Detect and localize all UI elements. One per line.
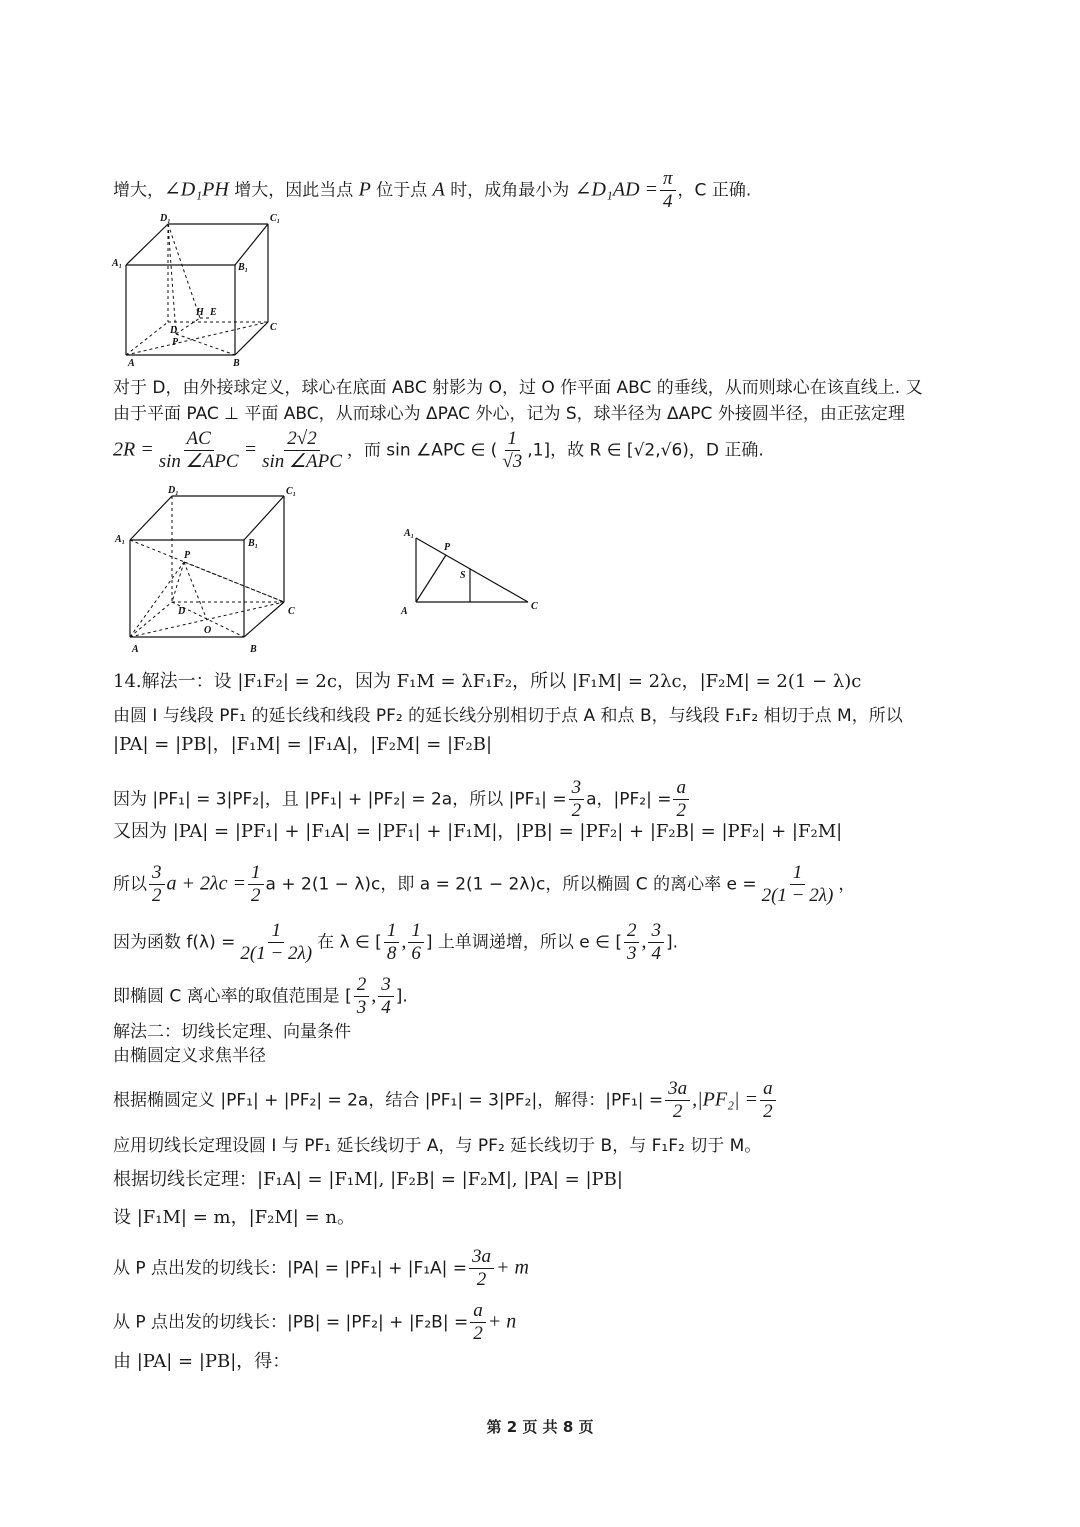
fraction (648, 920, 664, 965)
numerator: 3 (648, 920, 664, 943)
denominator: 2(1 − 2λ) (761, 885, 834, 906)
fraction (237, 920, 315, 965)
denominator: 2 (672, 1101, 683, 1122)
denominator: √3 (502, 451, 523, 472)
denominator: 3 (626, 943, 637, 964)
denominator: 6 (411, 943, 421, 964)
denominator: 2 (571, 800, 582, 821)
fraction (156, 428, 242, 473)
text-line-formula (113, 777, 973, 822)
fig3-label: S (460, 570, 466, 581)
text: ] 上单调递增，所以 e ∈ [ (425, 932, 622, 953)
numerator: 3a (469, 1246, 494, 1269)
numerator: 2 (354, 974, 370, 997)
cube-figure-1 (110, 210, 290, 370)
fig2-label: B₁ (248, 538, 259, 549)
page-footer: 第 2 页 共 8 页 (486, 1418, 594, 1436)
triangle-figure (398, 524, 548, 624)
numerator: 2√2 (284, 428, 319, 451)
fraction (499, 428, 525, 473)
fig2-label: B (250, 644, 257, 655)
numerator: 3a (665, 1078, 690, 1101)
fraction (624, 920, 640, 965)
denominator: 8 (386, 943, 397, 964)
math: = (243, 438, 258, 461)
fraction (149, 862, 165, 907)
numerator: a (673, 777, 689, 800)
fig2-label: A₁ (115, 534, 126, 545)
math: 2R = (113, 438, 154, 461)
text-line: |PA| = |PB|，|F₁M| = |F₁A|，|F₂M| = |F₂B| (113, 734, 493, 755)
denominator: 2(1 − 2λ) (240, 943, 313, 964)
text-line: 由 |PA| = |PB|，得： (113, 1351, 291, 1372)
numerator: 2 (624, 920, 640, 943)
denominator: sin ∠APC (262, 451, 342, 472)
text: 因为 |PF₁| = 3|PF₂|，且 |PF₁| + |PF₂| = 2a，所以 |PF₁| = (113, 789, 567, 810)
text: a，|PF₂| = (586, 789, 672, 810)
fraction (665, 1078, 690, 1123)
text-line-formula (113, 862, 973, 907)
fraction (569, 777, 585, 822)
numerator: 1 (408, 920, 424, 943)
text: 在 λ ∈ [ (317, 932, 382, 953)
numerator: 1 (505, 428, 521, 451)
math: + n (487, 1310, 517, 1333)
math: , (371, 984, 377, 1007)
denominator: 3 (356, 997, 367, 1018)
text: 从 P 点出发的切线长：|PA| = |PF₁| + |F₁A| = (113, 1258, 468, 1279)
fig1-label: C₁ (270, 213, 281, 224)
math: , (641, 930, 647, 953)
fraction (408, 920, 424, 965)
math: + m (496, 1256, 529, 1279)
fig1-label: D (170, 325, 178, 336)
text: ， (838, 874, 856, 895)
text: ]. (395, 986, 408, 1007)
math: , (401, 930, 407, 953)
fraction (469, 1246, 494, 1291)
fig3-label: A₁ (404, 528, 415, 539)
text-line: 根据切线长定理：|F₁A| = |F₁M|, |F₂B| = |F₂M|, |PA| = |PB| (113, 1169, 623, 1190)
text-line-formula (113, 974, 973, 1019)
text-line-formula (113, 1300, 973, 1345)
fig1-label: P (172, 337, 179, 348)
text: 位于点 (370, 180, 433, 201)
fraction (354, 974, 370, 1019)
fig2-label: C (288, 606, 295, 617)
fig1-label: D₁ (160, 213, 171, 224)
denominator: 4 (663, 191, 673, 212)
numerator: a (760, 1078, 776, 1101)
math: ,|PF₂| = (692, 1088, 759, 1111)
denominator: 4 (651, 943, 661, 964)
numerator: AC (184, 428, 214, 451)
text: 所以 (113, 874, 147, 895)
denominator: 2 (152, 885, 162, 906)
numerator: 1 (384, 920, 400, 943)
text: a + 2(1 − λ)c，即 a = 2(1 − 2λ)c，所以椭圆 C 的离心率 e = (265, 874, 757, 895)
fraction (660, 168, 676, 213)
denominator: 4 (381, 997, 391, 1018)
numerator: π (660, 168, 676, 191)
text: 从 P 点出发的切线长：|PB| = |PF₂| + |F₂B| = (113, 1312, 469, 1333)
fig1-label: A₁ (112, 258, 123, 269)
math: a + 2λc = (166, 872, 247, 895)
text-line: 对于 D，由外接球定义，球心在底面 ABC 射影为 O，过 O 作平面 ABC 的垂线，从而则球心在该直线上. 又 (113, 378, 923, 398)
fraction (378, 974, 394, 1019)
text: 即椭圆 C 离心率的取值范围是 [ (113, 986, 352, 1007)
fig1-label: A (128, 358, 135, 369)
text-line: 由于平面 PAC ⊥ 平面 ABC，从而球心为 ΔPAC 外心，记为 S，球半径为 ΔAPC 外接圆半径，由正弦定理 (113, 404, 905, 424)
fig2-label: O (204, 625, 212, 636)
numerator: a (470, 1300, 486, 1323)
cube-figure-2 (112, 484, 312, 659)
text: ，而 sin ∠APC ∈ ( (346, 440, 498, 461)
math: P (358, 178, 371, 201)
math: ∠D₁PH (164, 178, 229, 201)
fig2-label: P (184, 550, 191, 561)
numerator: 3 (378, 974, 394, 997)
fig2-label: D (178, 606, 186, 617)
fig1-label: B (233, 358, 240, 369)
denominator: 2 (251, 885, 261, 906)
denominator: sin ∠APC (158, 451, 239, 472)
text-line-formula (113, 1246, 973, 1291)
text-line-formula (113, 920, 973, 965)
numerator: 3 (569, 777, 585, 800)
denominator: 2 (676, 800, 686, 821)
fraction (384, 920, 400, 965)
text-line: 14.解法一：设 |F₁F₂| = 2c，因为 F₁M = λF₁F₂，所以 |F₁M| = 2λc，|F₂M| = 2(1 − λ)c (113, 671, 862, 692)
fig1-label: C (270, 322, 277, 333)
math: A (432, 178, 445, 201)
fraction (760, 1078, 776, 1123)
text: 增大， (113, 180, 164, 201)
text: ，C 正确. (677, 180, 752, 201)
fig1-label: H (196, 307, 204, 318)
fig2-label: D₁ (168, 485, 179, 496)
fraction (248, 862, 264, 907)
denominator: 2 (763, 1101, 773, 1122)
denominator: 2 (473, 1323, 483, 1344)
fig2-label: A (132, 644, 139, 655)
text-line-formula (113, 428, 973, 473)
fig3-label: P (444, 542, 451, 553)
fraction (259, 428, 345, 473)
text: ,1]，故 R ∈ [√2,√6)，D 正确. (527, 440, 764, 461)
fraction (673, 777, 689, 822)
text-line: 又因为 |PA| = |PF₁| + |F₁A| = |PF₁| + |F₁M|，|PB| = |PF₂| + |F₂B| = |PF₂| + |F₂M| (113, 821, 843, 842)
text-line: 解法二：切线长定理、向量条件 (113, 1022, 351, 1042)
fig3-label: C (531, 601, 538, 612)
math: ∠D₁AD = (574, 178, 659, 201)
text: 时，成角最小为 (444, 180, 575, 201)
fig2-label: C₁ (286, 486, 297, 497)
text-line-c-correct (113, 168, 973, 213)
text: 根据椭圆定义 |PF₁| + |PF₂| = 2a，结合 |PF₁| = 3|PF₂|，解得：|PF₁| = (113, 1090, 664, 1111)
denominator: 2 (476, 1269, 487, 1290)
text: ]. (665, 932, 679, 953)
numerator: 1 (248, 862, 264, 885)
text: 因为函数 f(λ) = (113, 932, 236, 953)
text-line: 由椭圆定义求焦半径 (113, 1046, 266, 1066)
fraction (759, 862, 837, 907)
fig3-label: A (401, 606, 408, 617)
numerator: 3 (149, 862, 165, 885)
numerator: 1 (790, 862, 806, 885)
text-line: 设 |F₁M| = m，|F₂M| = n。 (113, 1207, 355, 1228)
text-line: 由圆 I 与线段 PF₁ 的延长线和线段 PF₂ 的延长线分别相切于点 A 和点 B，与线段 F₁F₂ 相切于点 M，所以 (113, 706, 903, 726)
fig1-label: B₁ (238, 262, 249, 273)
text-line-formula (113, 1078, 973, 1123)
text: 增大，因此当点 (228, 180, 359, 201)
text-line: 应用切线长定理设圆 I 与 PF₁ 延长线切于 A，与 PF₂ 延长线切于 B，与 F₁F₂ 切于 M。 (113, 1136, 762, 1156)
fig1-label: E (210, 307, 217, 318)
numerator: 1 (268, 920, 284, 943)
fraction (470, 1300, 486, 1345)
